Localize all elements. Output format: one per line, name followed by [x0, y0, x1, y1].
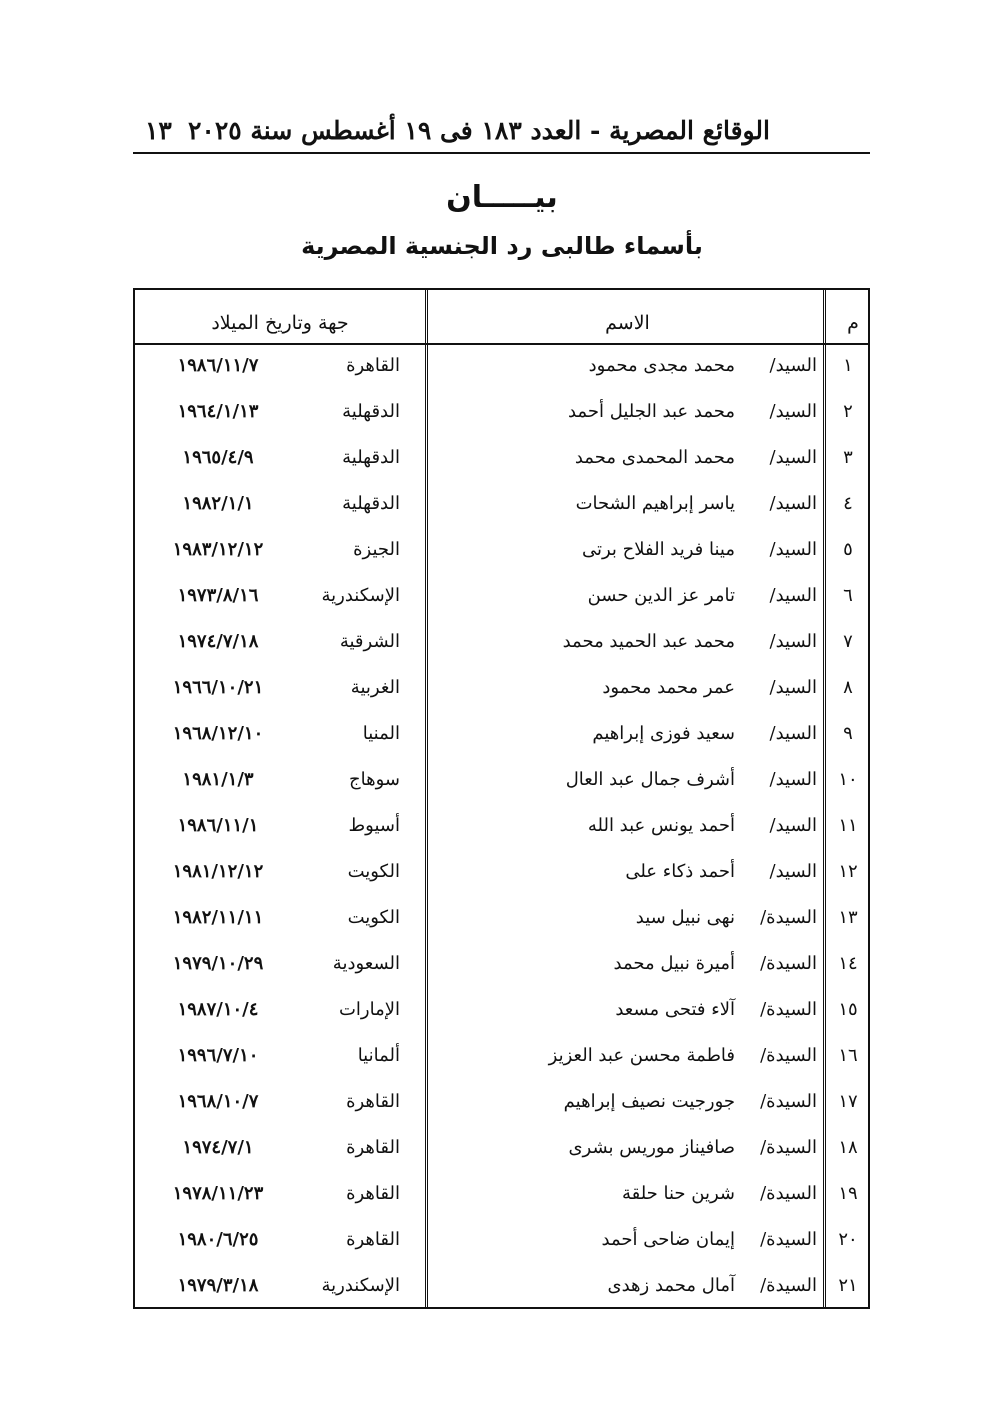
row-title: السيد/	[769, 723, 817, 744]
table-row	[135, 897, 868, 943]
row-name: مينا فريد الفلاح برتى	[581, 539, 735, 560]
row-birthdate: ١٩٨٦/١١/٧	[177, 355, 259, 376]
document-title: بيـــــان	[446, 180, 558, 215]
header-number: م	[847, 312, 859, 334]
document-subtitle: بأسماء طالبى رد الجنسية المصرية	[301, 232, 703, 260]
table-row	[135, 483, 868, 529]
row-title: السيدة/	[760, 1229, 817, 1250]
row-birthdate: ١٩٨٣/١٢/١٢	[172, 539, 264, 560]
page-number: ١٣	[145, 116, 172, 145]
row-birthdate: ١٩٨٢/١/١	[182, 493, 254, 514]
row-name: إيمان ضاحى أحمد	[601, 1229, 735, 1250]
row-birthplace: الدقهلية	[342, 447, 400, 468]
row-number: ٢	[843, 401, 853, 422]
row-name: أشرف جمال عبد العال	[565, 769, 735, 790]
row-name: محمد عبد الجليل أحمد	[567, 401, 735, 422]
row-birthdate: ١٩٧٩/٣/١٨	[177, 1275, 259, 1296]
table-row	[135, 1081, 868, 1127]
table-row	[135, 575, 868, 621]
row-number: ١١	[838, 815, 858, 836]
row-birthdate: ١٩٩٦/٧/١٠	[177, 1045, 259, 1066]
table-row	[135, 1173, 868, 1219]
row-name: محمد مجدى محمود	[588, 355, 735, 376]
row-number: ١٧	[838, 1091, 858, 1112]
row-birthdate: ١٩٨١/١٢/١٢	[172, 861, 264, 882]
row-birthdate: ١٩٨٠/٦/٢٥	[177, 1229, 259, 1250]
row-number: ٦	[843, 585, 853, 606]
row-title: السيد/	[769, 355, 817, 376]
row-birthplace: الإسكندرية	[321, 585, 400, 606]
row-birthplace: الإمارات	[338, 999, 400, 1020]
row-birthplace: ألمانيا	[357, 1045, 400, 1066]
row-birthplace: القاهرة	[346, 1229, 400, 1250]
row-number: ٢١	[838, 1275, 858, 1296]
row-birthdate: ١٩٦٦/١٠/٢١	[172, 677, 264, 698]
row-title: السيد/	[769, 493, 817, 514]
row-birthdate: ١٩٧٤/٧/١٨	[177, 631, 259, 652]
row-birthdate: ١٩٧٨/١١/٢٣	[172, 1183, 264, 1204]
row-name: تامر عز الدين حسن	[587, 585, 735, 606]
table-row	[135, 1035, 868, 1081]
row-birthplace: السعودية	[332, 953, 400, 974]
row-name: آمال محمد زهدى	[607, 1275, 735, 1296]
header-name: الاسم	[605, 312, 650, 334]
row-birthplace: القاهرة	[346, 1183, 400, 1204]
row-birthplace: الكويت	[347, 907, 400, 928]
row-title: السيدة/	[760, 953, 817, 974]
row-birthplace: المنيا	[362, 723, 400, 744]
row-name: آلاء فتحى مسعد	[615, 999, 735, 1020]
row-name: شرين حنا حلقة	[621, 1183, 735, 1204]
row-name: صافيناز موريس بشرى	[568, 1137, 735, 1158]
table-row	[135, 943, 868, 989]
row-title: السيد/	[769, 815, 817, 836]
table-row	[135, 805, 868, 851]
row-title: السيدة/	[760, 999, 817, 1020]
row-title: السيد/	[769, 401, 817, 422]
applicants-table	[133, 288, 870, 1309]
row-number: ١٥	[838, 999, 858, 1020]
row-birthdate: ١٩٧٩/١٠/٢٩	[172, 953, 264, 974]
row-number: ١٩	[838, 1183, 858, 1204]
row-birthdate: ١٩٨٦/١١/١	[177, 815, 259, 836]
row-number: ١٦	[838, 1045, 858, 1066]
row-number: ١٣	[838, 907, 858, 928]
row-name: فاطمة محسن عبد العزيز	[548, 1045, 735, 1066]
table-row	[135, 1127, 868, 1173]
row-birthdate: ١٩٦٤/١/١٣	[177, 401, 259, 422]
row-title: السيد/	[769, 447, 817, 468]
row-birthplace: أسيوط	[348, 815, 400, 836]
row-number: ١٤	[838, 953, 858, 974]
table-row	[135, 989, 868, 1035]
row-title: السيد/	[769, 631, 817, 652]
row-birthplace: القاهرة	[346, 1091, 400, 1112]
row-birthdate: ١٩٧٣/٨/١٦	[177, 585, 259, 606]
row-name: ياسر إبراهيم الشحات	[575, 493, 735, 514]
table-row	[135, 391, 868, 437]
row-birthplace: الدقهلية	[342, 493, 400, 514]
row-title: السيدة/	[760, 1045, 817, 1066]
row-birthplace: الجيزة	[353, 539, 400, 560]
row-number: ٩	[843, 723, 853, 744]
table-body	[135, 345, 868, 1311]
table-row	[135, 345, 868, 391]
page-header	[133, 112, 870, 154]
table-row	[135, 529, 868, 575]
row-title: السيدة/	[760, 1137, 817, 1158]
row-birthdate: ١٩٨١/١/٣	[182, 769, 254, 790]
row-birthdate: ١٩٨٢/١١/١١	[172, 907, 264, 928]
table-row	[135, 1265, 868, 1311]
row-title: السيد/	[769, 677, 817, 698]
row-name: جورجيت نصيف إبراهيم	[563, 1091, 735, 1112]
row-birthdate: ١٩٨٧/١٠/٤	[177, 999, 259, 1020]
row-number: ١٨	[838, 1137, 858, 1158]
row-name: نهى نبيل سيد	[635, 907, 735, 928]
row-name: عمر محمد محمود	[602, 677, 735, 698]
row-birthplace: القاهرة	[346, 355, 400, 376]
table-row	[135, 713, 868, 759]
row-number: ١٢	[838, 861, 858, 882]
row-title: السيد/	[769, 585, 817, 606]
row-birthplace: الغربية	[350, 677, 400, 698]
row-number: ٧	[843, 631, 853, 652]
row-number: ٣	[843, 447, 853, 468]
row-number: ٢٠	[838, 1229, 858, 1250]
table-row	[135, 621, 868, 667]
row-birthplace: الإسكندرية	[321, 1275, 400, 1296]
row-number: ٥	[843, 539, 853, 560]
row-name: محمد المحمدى محمد	[574, 447, 735, 468]
row-title: السيدة/	[760, 1091, 817, 1112]
table-row	[135, 437, 868, 483]
row-title: السيد/	[769, 861, 817, 882]
row-birthplace: القاهرة	[346, 1137, 400, 1158]
row-title: السيدة/	[760, 1183, 817, 1204]
row-birthdate: ١٩٧٤/٧/١	[182, 1137, 254, 1158]
row-number: ٨	[843, 677, 853, 698]
row-name: أميرة نبيل محمد	[613, 953, 735, 974]
row-title: السيدة/	[760, 907, 817, 928]
row-birthdate: ١٩٦٨/١٢/١٠	[172, 723, 264, 744]
table-row	[135, 667, 868, 713]
row-birthplace: الدقهلية	[342, 401, 400, 422]
header-birth: جهة وتاريخ الميلاد	[211, 312, 349, 334]
row-birthplace: الشرقية	[339, 631, 400, 652]
table-row	[135, 851, 868, 897]
row-title: السيد/	[769, 769, 817, 790]
table-row	[135, 759, 868, 805]
row-birthplace: الكويت	[347, 861, 400, 882]
row-title: السيدة/	[760, 1275, 817, 1296]
row-birthdate: ١٩٦٨/١٠/٧	[177, 1091, 259, 1112]
row-number: ٤	[843, 493, 853, 514]
row-title: السيد/	[769, 539, 817, 560]
row-name: سعيد فوزى إبراهيم	[592, 723, 735, 744]
gazette-title: الوقائع المصرية - العدد ١٨٣ فى ١٩ أغسطس سنة ٢٠٢٥	[187, 116, 770, 145]
row-name: أحمد يونس عبد الله	[587, 815, 735, 836]
row-name: محمد عبد الحميد محمد	[562, 631, 735, 652]
row-number: ١٠	[838, 769, 858, 790]
row-birthdate: ١٩٦٥/٤/٩	[182, 447, 254, 468]
row-birthplace: سوهاج	[349, 769, 400, 790]
table-row	[135, 1219, 868, 1265]
row-name: أحمد ذكاء على	[625, 861, 735, 882]
row-number: ١	[843, 355, 853, 376]
